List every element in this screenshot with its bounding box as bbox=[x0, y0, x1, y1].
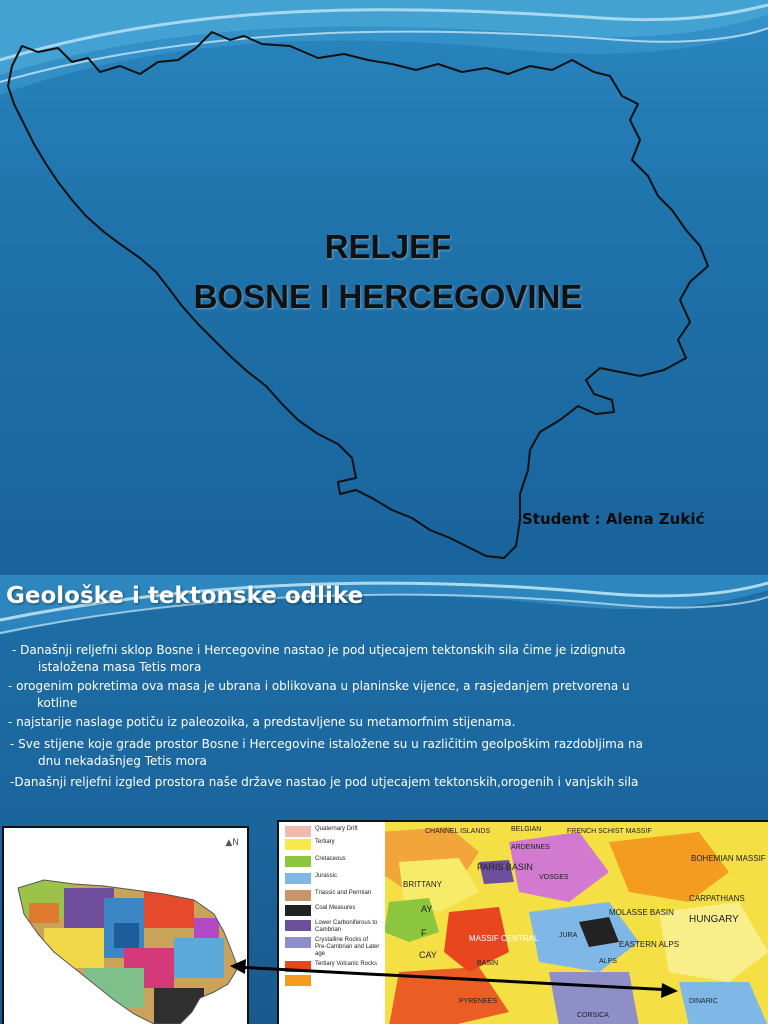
geology-slide bbox=[0, 575, 768, 1024]
legend-item: Tertiary Volcanic Rocks bbox=[285, 961, 381, 972]
legend-item: Quaternary Drift bbox=[285, 826, 381, 837]
legend-item: Triassic and Permian bbox=[285, 890, 381, 901]
student-name: Student : Alena Zukić bbox=[522, 510, 705, 528]
map-labels: CHANNEL ISLANDS BELGIAN FRENCH SCHIST MASSIF ARDENNES PARIS BASIN BOHEMIAN MASSIF BRITTANY CARPATHIANS VOSGES AY MOLASSE BASIN HUNGARY MASSIF CENTRAL EASTERN ALPS JURA ALPS PYRENEES F CAY BASIN CORSICA DINARIC bbox=[403, 826, 766, 1019]
bullet-item: - Današnji reljefni sklop Bosne i Hercegovine nastao je pod utjecajem tektonskih sila čime je izdignuta istaložena masa Tetis mora bbox=[12, 643, 626, 674]
bullet-item: - najstarije naslage potiču iz paleozoika, a predstavljene su metamorfnim stijenama. bbox=[8, 715, 516, 729]
title-line-1: RELJEF bbox=[324, 228, 452, 265]
legend-item: Crystalline Rocks of Pre-Cambrian and Later age bbox=[285, 937, 381, 958]
bullet-item: -Današnji reljefni izgled prostora naše države nastao je pod utjecajem tektonskih,orogenih i vanjskih sila bbox=[10, 775, 639, 789]
north-arrow-icon: ▲N bbox=[225, 838, 239, 848]
legend-item: Tertiary bbox=[285, 839, 381, 850]
legend-item: Jurassic bbox=[285, 873, 381, 884]
slide-heading: Geološke i tektonske odlike bbox=[6, 583, 364, 609]
bullet-item: - orogenim pokretima ova masa je ubrana i oblikovana u planinske vijence, a rasjedanjem pretvorena u kotline bbox=[8, 679, 630, 710]
legend-item: Cretaceous bbox=[285, 856, 381, 867]
legend-item: Coal Measures bbox=[285, 905, 381, 916]
connector-arrow bbox=[0, 575, 768, 1024]
bullet-item: - Sve stijene koje grade prostor Bosne i Hercegovine istaložene su u različitim geolpoškim razdobljima na dnu nekadašnjeg Tetis mora bbox=[10, 737, 643, 768]
legend-item: Lower Carboniferous to Cambrian bbox=[285, 920, 381, 934]
title-line-2: BOSNE I HERCEGOVINE bbox=[193, 278, 583, 315]
